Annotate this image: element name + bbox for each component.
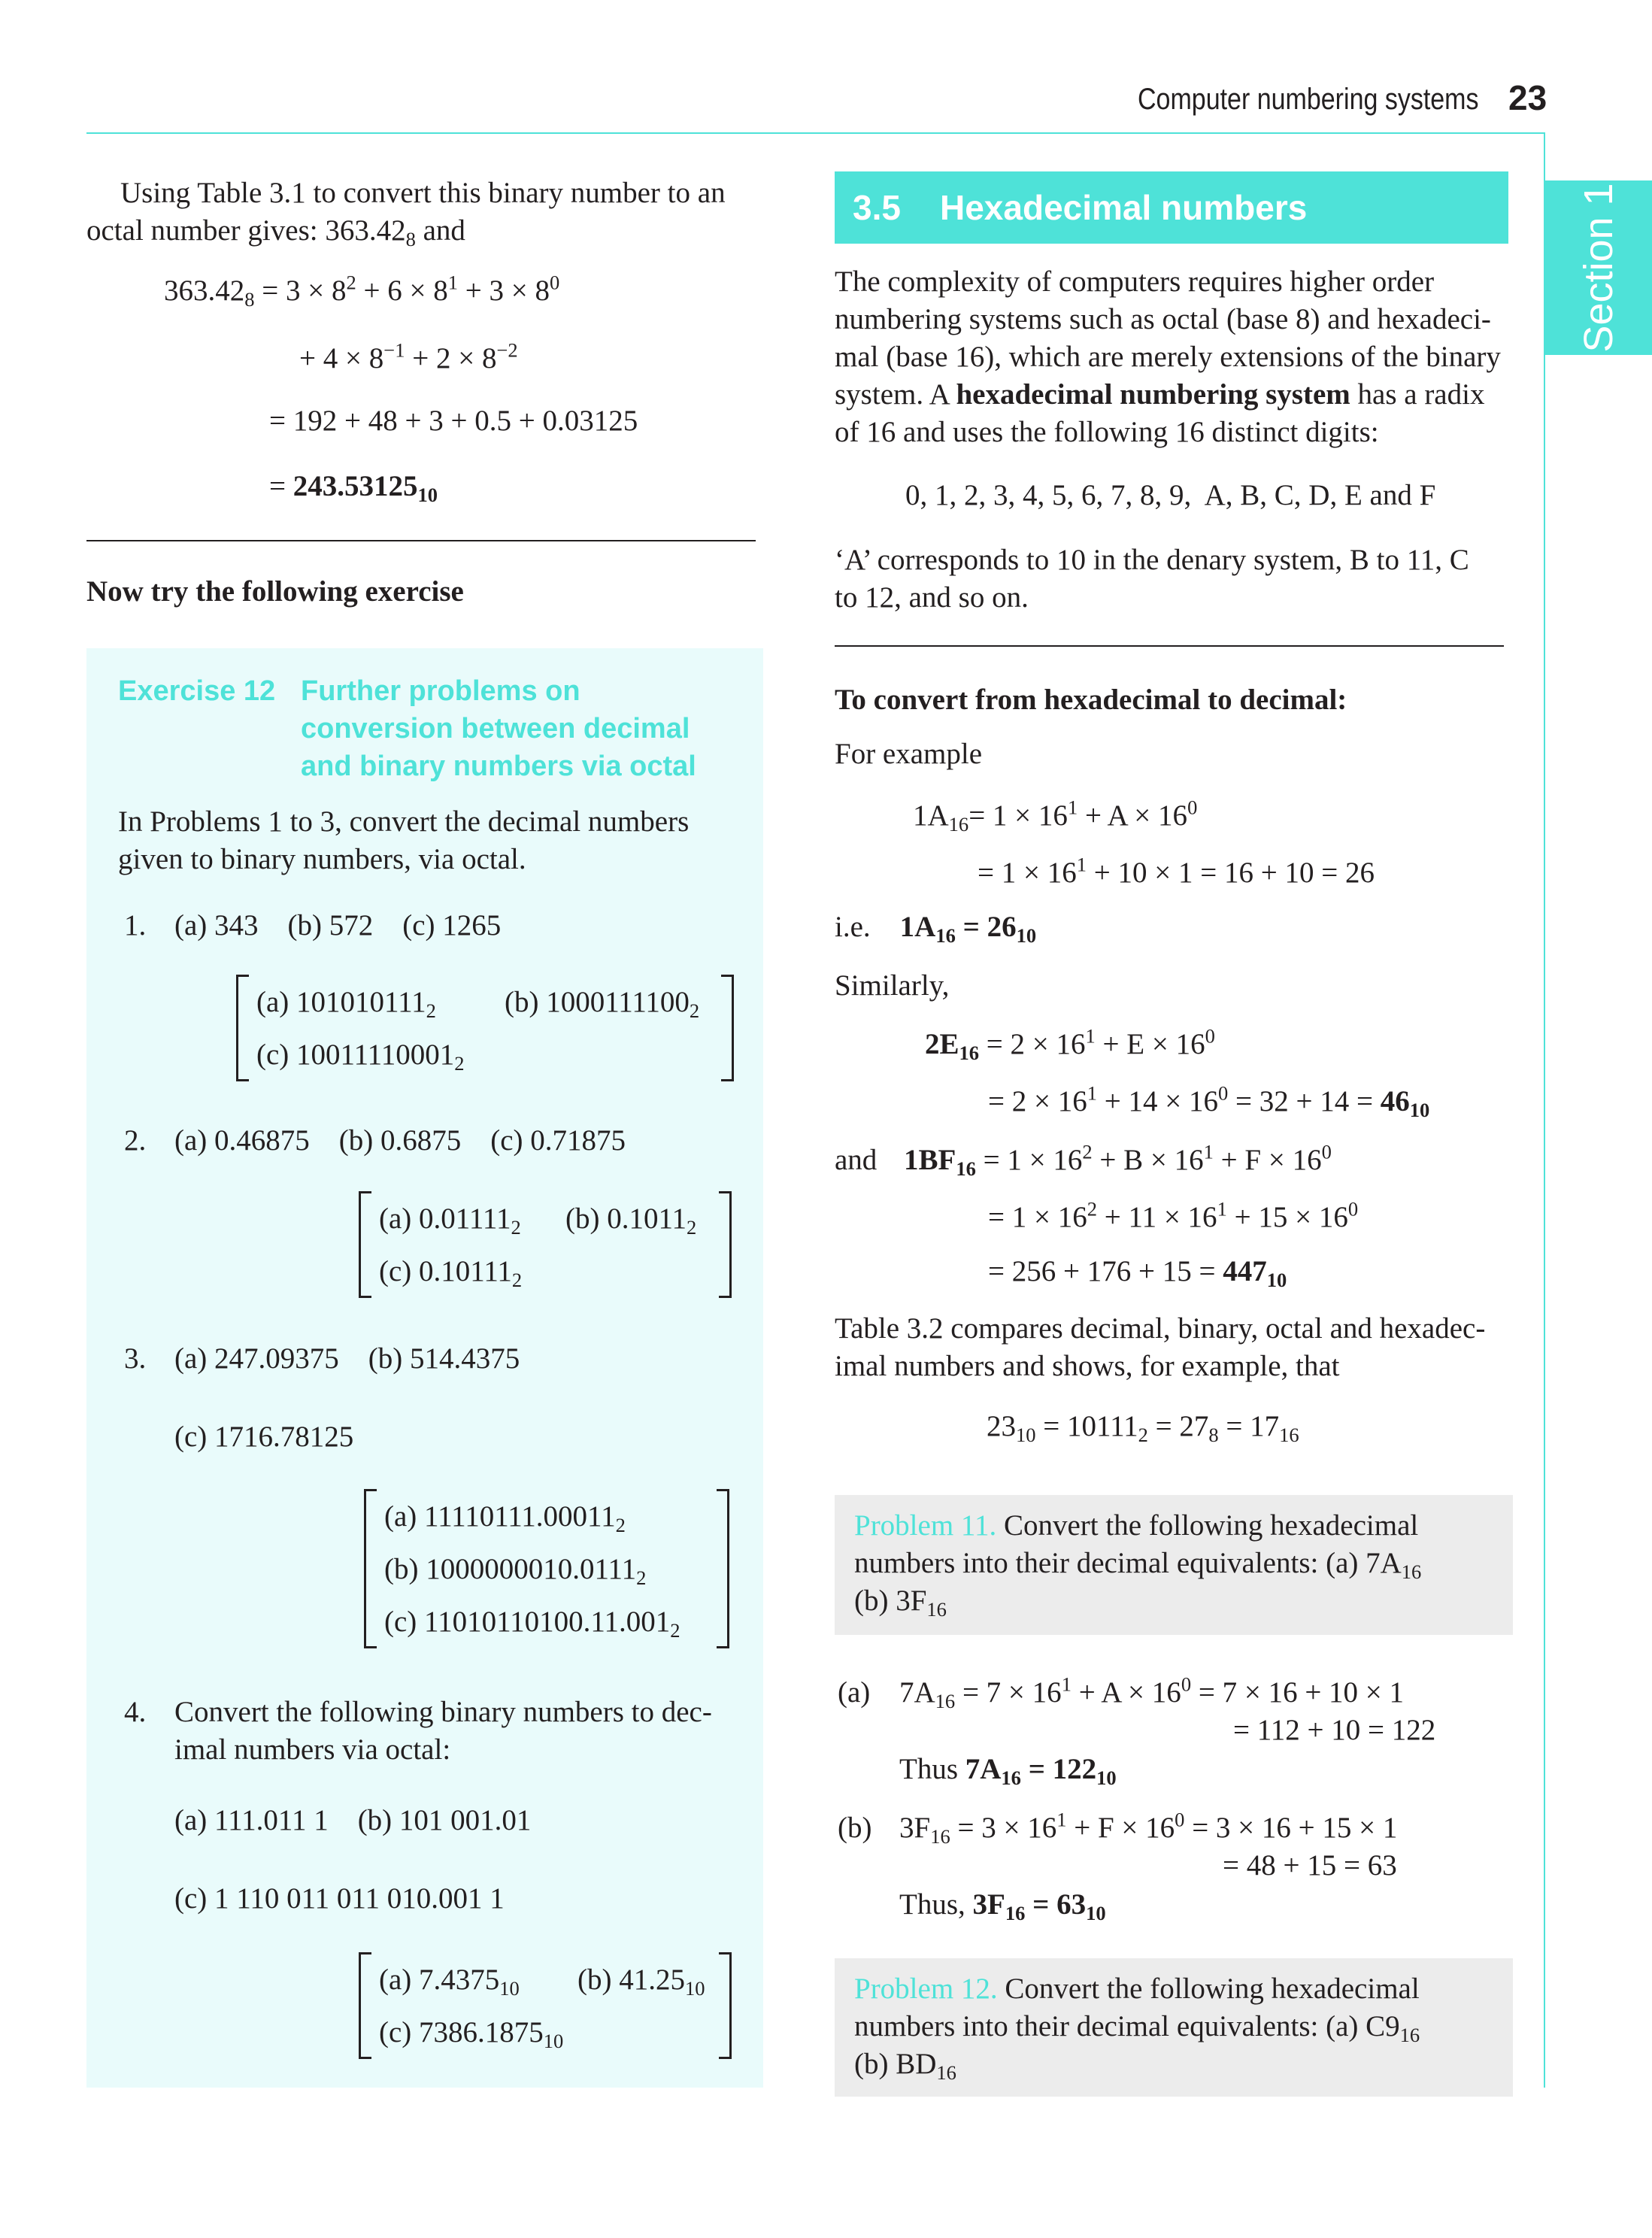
example-3-line-1: $1BF_{16} = 1 \times 16^2 + B \times 16^1 + F \times 16^0$ <box>904 1140 1332 1180</box>
running-title: Computer numbering systems <box>1138 83 1479 116</box>
equation-line-3: = 192 + 48 + 3 + 0.5 + 0.03125 <box>269 405 638 437</box>
exercise-instruction: In Problems 1 to 3, convert the decimal numbers given to binary numbers, via octal. <box>118 805 690 875</box>
intro-line-1: Using Table 3.1 to convert this binary number to an <box>120 177 726 209</box>
convert-heading: To convert from hexadecimal to decimal: <box>835 684 1347 716</box>
problem-1-answer: (a) $101010111_2$ (b) $1000111100_2$ (c) $10011110001_2$ <box>236 975 734 1081</box>
example-1-line-2: = $1 \times 16^1 + 10 \times 1 = 16 + 10 = 26$ <box>978 853 1375 889</box>
equation-line-1: $363.42_8 = 3 \times 8^2 + 6 \times 8^1 + 3 \times 8^0$ <box>164 271 560 311</box>
comparison-equation: $23_{10} = 10111_2 = 27_8 = 17_{16}$ <box>987 1410 1299 1446</box>
problem-4-c: (c) 1 110 011 011 010.001 1 <box>174 1882 505 1915</box>
section-tab <box>1545 180 1652 355</box>
header-rule <box>86 132 1545 134</box>
section-heading-bar <box>835 171 1508 244</box>
example-1-line-1: $1A_{16}= 1 \times 16^1 + A \times 16^0$ <box>913 796 1198 835</box>
hex-digits: 0, 1, 2, 3, 4, 5, 6, 7, 8, 9, A, B, C, D, E and F <box>905 479 1436 511</box>
section-number: 3.5 <box>853 188 901 227</box>
similarly: Similarly, <box>835 969 950 1002</box>
problem-3-text: (a) 247.09375 (b) 514.4375 <box>174 1342 520 1375</box>
problem-2-number: 2. <box>124 1124 147 1157</box>
problem-4-answer: (a) $7.4375_{10}$ (b) $41.25_{10}$ (c) $7386.1875_{10}$ <box>359 1952 732 2059</box>
solution-b-result: Thus, $3F_{16} = 63_{10}$ <box>899 1888 1106 1924</box>
problem-1-text: (a) 343 (b) 572 (c) 1265 <box>174 909 502 942</box>
and-label: and <box>835 1144 878 1176</box>
example-1-result: i.e. $1A_{16} = 26_{10}$ <box>835 911 1037 947</box>
margin-rule <box>1544 132 1545 2088</box>
for-example: For example <box>835 738 983 770</box>
equation-line-4: = $243.53125_{10}$ <box>269 470 438 506</box>
page-number: 23 <box>1508 78 1547 117</box>
solution-b-line-2: = 48 + 15 = 63 <box>1223 1849 1397 1882</box>
section-title: Hexadecimal numbers <box>940 188 1308 227</box>
left-divider <box>86 540 756 541</box>
problem-4-ab: (a) 111.011 1 (b) 101 001.01 <box>174 1804 532 1836</box>
right-divider <box>835 645 1504 647</box>
denary-paragraph: ‘A’ corresponds to 10 in the denary system, B to 11, C to 12, and so on. <box>835 544 1469 614</box>
example-2-line-1: $2E_{16} = 2 \times 16^1 + E \times 16^0$ <box>925 1024 1215 1064</box>
exercise-label: Exercise 12 <box>118 675 276 707</box>
example-3-line-2: = $1 \times 16^2 + 11 \times 16^1 + 15 \times 16^0$ <box>988 1197 1359 1233</box>
problem-2-answer: (a) $0.01111_2$ (b) $0.1011_2$ (c) $0.10111_2$ <box>359 1191 732 1298</box>
section-tab-label: Section 1 <box>1576 183 1621 353</box>
solution-a-line-2: = 112 + 10 = 122 <box>1233 1714 1436 1746</box>
problem-11-text: Problem 11. Convert the following hexadecimal numbers into their decimal equivalents: (a) $7A_{16}$ (b) $3F_{16}$ <box>854 1509 1422 1621</box>
problem-3-number: 3. <box>124 1342 147 1375</box>
solution-b-label: (b) <box>838 1812 872 1844</box>
solution-a-line-1: $7A_{16} = 7 \times 16^1 + A \times 16^0 = 7 \times 16 + 10 \times 1$ <box>899 1672 1405 1712</box>
problem-3-text-c: (c) 1716.78125 <box>174 1421 354 1453</box>
example-2-line-2: = $2 \times 16^1 + 14 \times 16^0 = 32 + 14 = 46_{10}$ <box>988 1081 1430 1121</box>
problem-4-number: 4. <box>124 1696 147 1728</box>
intro-paragraph: The complexity of computers requires higher order numbering systems such as octal (base 8) and hexadeci- mal (base 16), which are merely extensions of the binary system. A hexadecimal numbering system has a radix of 16 and uses the following 16 distinct digits: <box>835 265 1501 448</box>
problem-4-text: Convert the following binary numbers to dec- imal numbers via octal: <box>174 1696 712 1766</box>
table-paragraph: Table 3.2 compares decimal, binary, octal and hexadec- imal numbers and shows, for example, that <box>835 1312 1486 1382</box>
intro-line-2: octal number gives: $363.42_8$ and <box>86 214 465 250</box>
problem-3-answer: (a) $11110111.00011_2$ (b) $1000000010.0111_2$ (c) $11010110100.11.001_2$ <box>364 1489 729 1648</box>
problem-12-text: Problem 12. Convert the following hexadecimal numbers into their decimal equivalents: (a) $C9_{16}$ (b) $BD_{16}$ <box>854 1973 1420 2084</box>
solution-b-line-1: $3F_{16} = 3 \times 16^1 + F \times 16^0 = 3 \times 16 + 15 \times 1$ <box>899 1808 1398 1848</box>
now-try-heading: Now try the following exercise <box>86 575 464 608</box>
problem-2-text: (a) 0.46875 (b) 0.6875 (c) 0.71875 <box>174 1124 626 1157</box>
equation-line-2: + $4 \times 8^{-1} + 2 \times 8^{-2}$ <box>299 338 518 375</box>
solution-a-result: Thus $7A_{16} = 122_{10}$ <box>899 1753 1117 1789</box>
exercise-title: Further problems on conversion between decimal and binary numbers via octal <box>301 675 696 782</box>
solution-a-label: (a) <box>838 1676 871 1709</box>
example-3-line-3: = $256 + 176 + 15 = 447_{10}$ <box>988 1255 1287 1291</box>
problem-1-number: 1. <box>124 909 147 942</box>
